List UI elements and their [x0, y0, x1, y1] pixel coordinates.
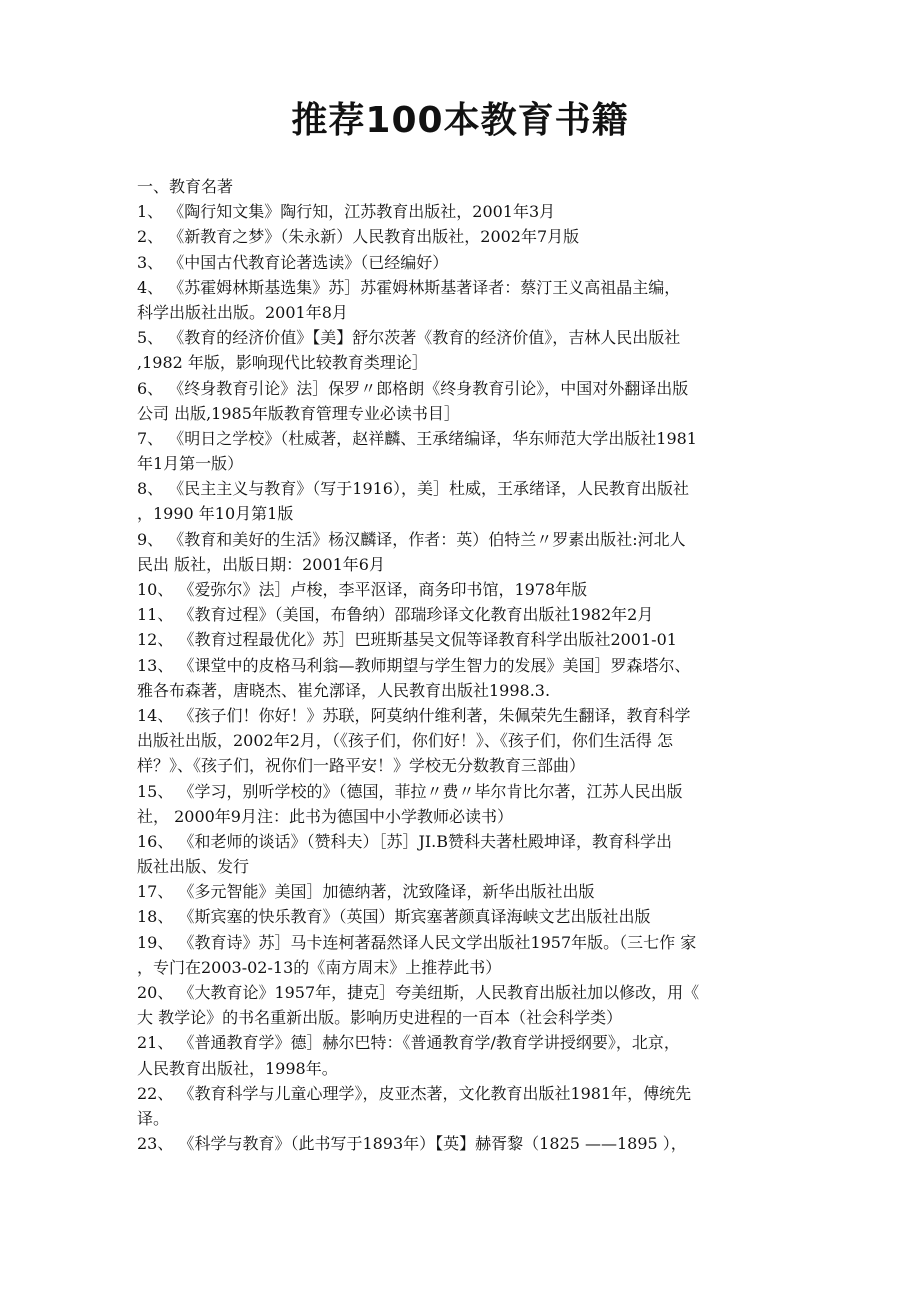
book-entry	[137, 224, 797, 249]
book-entry-line: 版社出版、发行	[137, 857, 250, 877]
section-heading: 一、教育名著	[137, 177, 234, 196]
book-entry-line: 20、 《大教育论》1957年，捷克］夸美纽斯，人民教育出版社加以修改，用《	[137, 983, 700, 1002]
book-entry-line: 18、 《斯宾塞的快乐教育》（英国）斯宾塞著颜真译海峡文艺出版社出版	[137, 907, 651, 927]
book-entry-line: 雅各布森著，唐晓杰、崔允漷译，人民教育出版社1998.3.	[137, 680, 551, 700]
book-entry	[137, 325, 797, 375]
book-entry-line: 23、 《科学与教育》（此书写于1893年）【英】赫胥黎（1825 ——1895 ），	[137, 1134, 687, 1154]
book-entry-line: 6、 《终身教育引论》法］保罗〃郎格朗《终身教育引论》，中国对外翻译出版	[137, 378, 689, 398]
book-entry	[137, 199, 797, 224]
book-entry	[137, 476, 797, 526]
book-entry-line: 11、 《教育过程》（美国，布鲁纳）邵瑞珍译文化教育出版社1982年2月	[137, 605, 654, 625]
book-entry-line: 人民教育出版社，1998年。	[137, 1058, 338, 1078]
book-entry-line: 8、 《民主主义与教育》（写于1916），美］杜威，王承绪译，人民教育出版社	[137, 479, 689, 499]
book-list	[137, 174, 797, 1156]
book-entry-line: 大 教学论》的书名重新出版。影响历史进程的一百本（社会科学类）	[137, 1008, 623, 1028]
book-entry	[137, 904, 797, 929]
book-entry-line: 10、 《爱弥尔》法］卢梭，李平沤译，商务印书馆，1978年版	[137, 580, 588, 599]
book-entry-line: 22、 《教育科学与儿童心理学》，皮亚杰著，文化教育出版社1981年，傅统先	[137, 1083, 692, 1103]
book-entry-line: ，专门在2003-02-13的《南方周末》上推荐此书）	[137, 957, 502, 977]
book-entry	[137, 653, 797, 703]
book-entry-line: ,1982 年版，影响现代比较教育类理论］	[137, 353, 428, 373]
book-entry-line: 科学出版社出版。2001年8月	[137, 302, 348, 322]
book-entry-line: 年1月第一版）	[137, 454, 244, 474]
book-entry-line: 民出 版社，出版日期：2001年6月	[137, 554, 385, 574]
book-entry-line: 5、 《教育的经济价值》【美】舒尔茨著《教育的经济价值》，吉林人民出版社	[137, 328, 681, 348]
book-entry-line: 4、 《苏霍姆林斯基选集》苏］苏霍姆林斯基著译者：蔡汀王义高祖晶主编，	[137, 277, 681, 297]
book-entry	[137, 376, 797, 426]
book-entry-line: ，1990 年10月第1版	[137, 504, 294, 524]
book-entry	[137, 602, 797, 627]
book-entry-line: 1、 《陶行知文集》陶行知，江苏教育出版社，2001年3月	[137, 202, 556, 222]
entries-container	[137, 199, 797, 1156]
book-entry-line: 21、 《普通教育学》德］赫尔巴特：《普通教育学/教育学讲授纲要》，北京，	[137, 1033, 680, 1053]
book-entry-line: 译。	[137, 1108, 170, 1128]
book-entry	[137, 829, 797, 879]
book-entry	[137, 275, 797, 325]
book-entry-line: 19、 《教育诗》苏］马卡连柯著磊然译人民文学出版社1957年版。（三七作 家	[137, 932, 697, 952]
book-entry-line: 社， 2000年9月注：此书为德国中小学教师必读书）	[137, 806, 513, 826]
book-entry-line: 14、 《孩子们！你好！》苏联，阿莫纳什维利著，朱佩荣先生翻译，教育科学	[137, 705, 691, 725]
book-entry-line: 公司 出版,1985年版教育管理专业必读书目］	[137, 403, 460, 423]
book-entry-line: 出版社出版，2002年2月，（《孩子们，你们好！》、《孩子们，你们生活得 怎	[137, 731, 673, 751]
book-entry-line: 2、 《新教育之梦》（朱永新）人民教育出版社，2002年7月版	[137, 227, 580, 247]
book-entry	[137, 1030, 797, 1080]
book-entry-line: 16、 《和老师的谈话》（赞科夫）［苏］JI.B赞科夫著杜殿坤译，教育科学出	[137, 831, 673, 851]
book-entry-line: 样？》、《孩子们，祝你们一路平安！》学校无分数教育三部曲）	[137, 756, 586, 776]
book-entry	[137, 250, 797, 275]
book-entry	[137, 930, 797, 980]
book-entry-line: 12、 《教育过程最优化》苏］巴班斯基吴文侃等译教育科学出版社2001-01	[137, 630, 677, 650]
book-entry-line: 13、 《课堂中的皮格马利翁—教师期望与学生智力的发展》美国］罗森塔尔、	[137, 655, 691, 675]
book-entry	[137, 779, 797, 829]
book-entry-line: 15、 《学习，别听学校的》（德国，菲拉〃费〃毕尔肯比尔著，江苏人民出版	[137, 781, 683, 801]
book-entry	[137, 980, 797, 1030]
book-entry	[137, 1081, 797, 1131]
book-entry	[137, 879, 797, 904]
document-title: 推荐100本教育书籍	[291, 100, 629, 141]
book-entry-line: 7、 《明日之学校》（杜威著，赵祥麟、王承绪编译，华东师范大学出版社1981	[137, 428, 697, 448]
book-entry	[137, 1131, 797, 1156]
book-entry	[137, 527, 797, 577]
book-entry-line: 17、 《多元智能》美国］加德纳著，沈致隆译，新华出版社出版	[137, 882, 595, 902]
book-entry	[137, 426, 797, 476]
book-entry	[137, 577, 797, 602]
book-entry	[137, 703, 797, 779]
book-entry-line: 3、 《中国古代教育论著选读》（已经编好）	[137, 252, 449, 272]
book-entry-line: 9、 《教育和美好的生活》杨汉麟译，作者：英）伯特兰〃罗素出版社:河北人	[137, 529, 686, 549]
book-entry	[137, 627, 797, 652]
